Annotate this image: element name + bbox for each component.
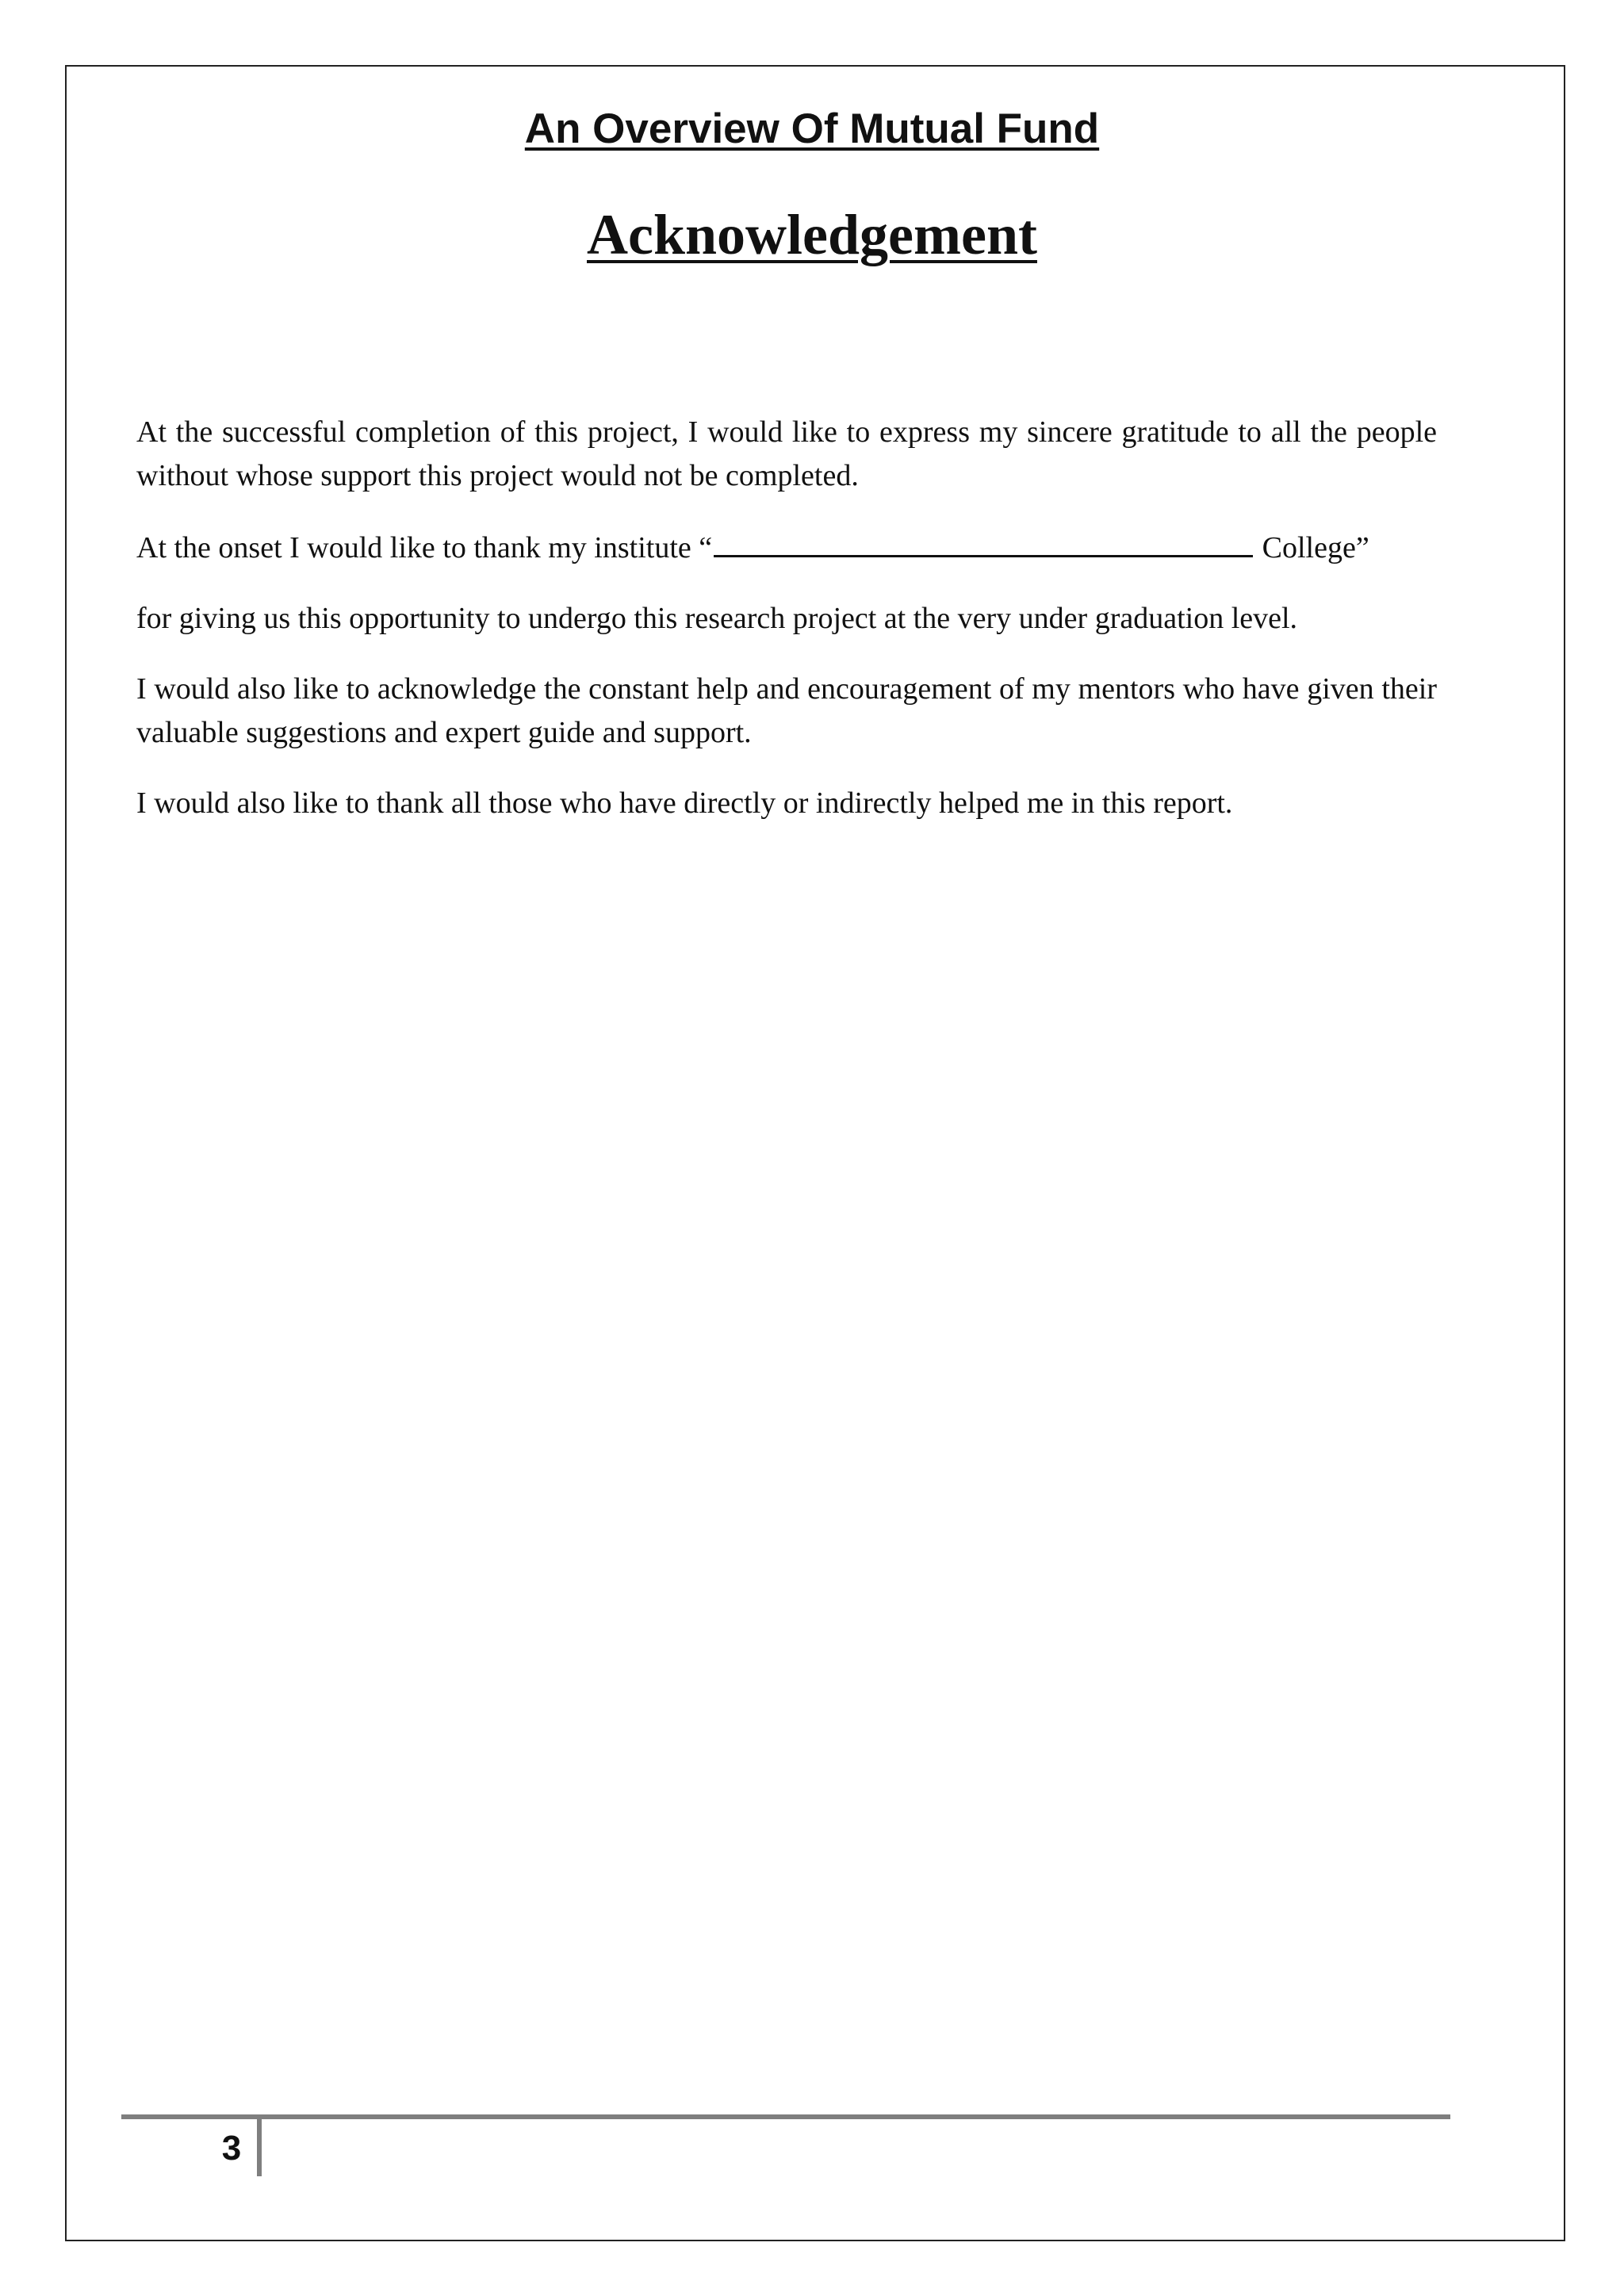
paragraph-1: At the successful completion of this project, I would like to express my sincere gratitude to all the people without whose support this project would not be completed.: [136, 415, 1437, 492]
page-number: 3: [221, 2129, 242, 2168]
paragraph-2: [136, 525, 1437, 570]
page-heading-text: Acknowledgement: [587, 203, 1037, 266]
institute-blank-line: [714, 525, 1253, 557]
paragraph-4: I would also like to acknowledge the constant help and encouragement of my mentors who have given their valuable suggestions and expert guide and support.: [136, 672, 1437, 749]
footer-rule: [121, 2114, 1450, 2119]
page-border: [65, 65, 1565, 2241]
header-title: [0, 101, 1624, 157]
paragraph-2-before: At the onset I would like to thank my institute “: [136, 531, 713, 564]
paragraph-5: I would also like to thank all those who have directly or indirectly helped me in this report.: [136, 786, 1233, 820]
body-text: [136, 411, 1437, 852]
page-heading: [0, 197, 1624, 273]
paragraph-2-after: College”: [1254, 531, 1369, 564]
footer-divider: [257, 2119, 262, 2176]
header-title-text: An Overview Of Mutual Fund: [524, 105, 1100, 152]
paragraph-3: for giving us this opportunity to undergo this research project at the very under graduation level.: [136, 602, 1298, 635]
